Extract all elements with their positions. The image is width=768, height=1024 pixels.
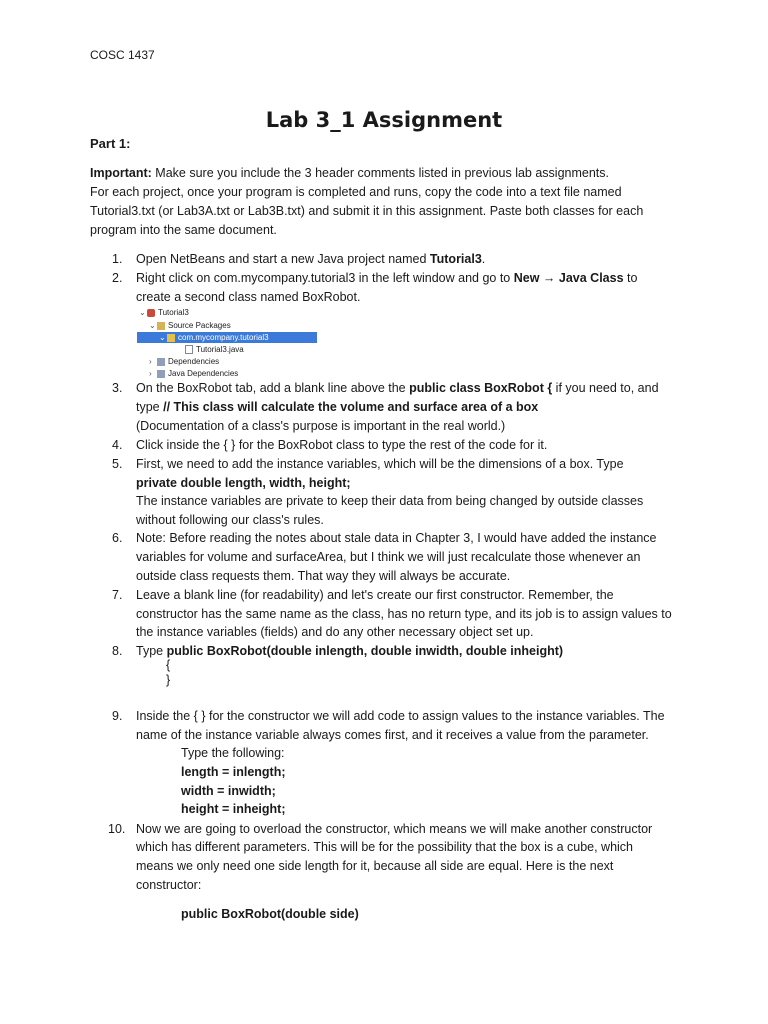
step-number: 3.	[112, 381, 123, 395]
brace-open: {	[166, 658, 171, 672]
folder-icon	[157, 322, 165, 330]
step-number: 6.	[112, 531, 123, 545]
page-title: Lab 3_1 Assignment	[265, 108, 503, 132]
step-2: Right click on com.mycompany.tutorial3 in the left window and go to New → Java Class to	[136, 271, 638, 285]
step-number: 7.	[112, 588, 123, 602]
step-5-line-3: The instance variables are private to keep their data from being changed by outside classes	[136, 494, 644, 508]
step-number: 4.	[112, 438, 123, 452]
step-number: 8.	[112, 644, 123, 658]
step-9: Inside the { } for the constructor we will add code to assign values to the instance variables. The	[136, 709, 665, 723]
step-number: 9.	[112, 709, 123, 723]
project-tree-screenshot	[137, 307, 319, 377]
tree-item-selected: ⌄ com.mycompany.tutorial3	[137, 332, 317, 343]
step-1: Open NetBeans and start a new Java project named Tutorial3.	[136, 252, 486, 266]
step-6: outside class requests them. That way they will always be accurate.	[136, 569, 511, 583]
code-line: width = inwidth;	[181, 784, 276, 798]
step-10: which has different parameters. This will be for the possibility that the box is a cube, which	[136, 840, 634, 854]
step-7: constructor has the same name as the class, has no return type, and its job is to assign values to	[136, 607, 672, 621]
project-icon	[147, 309, 155, 317]
package-icon	[167, 334, 175, 342]
tree-item: ⌄ Source Packages	[149, 321, 231, 330]
step-10: Now we are going to overload the constructor, which means we will make another constructor	[136, 822, 653, 836]
tree-item: ⌄ Tutorial3	[139, 308, 189, 317]
tree-item: › Java Dependencies	[149, 369, 239, 378]
step-3-line-2: type // This class will calculate the volume and surface area of a box	[136, 400, 539, 414]
course-code: COSC 1437	[90, 48, 155, 62]
step-5-code: private double length, width, height;	[136, 476, 351, 490]
step-7: the instance variables (fields) and do any other necessary object set up.	[136, 625, 534, 639]
step-number: 2.	[112, 271, 123, 285]
important-note: Important: Make sure you include the 3 header comments listed in previous lab assignments.	[90, 166, 609, 180]
code-line: height = inheight;	[181, 802, 286, 816]
step-number: 5.	[112, 457, 123, 471]
step-number: 10.	[108, 822, 126, 836]
code-line: public BoxRobot(double side)	[181, 907, 359, 921]
folder-icon	[157, 370, 165, 378]
brace-close: }	[166, 673, 171, 687]
step-10: constructor:	[136, 878, 202, 892]
step-7: Leave a blank line (for readability) and let's create our first constructor. Remember, the	[136, 588, 614, 602]
code-line: length = inlength;	[181, 765, 286, 779]
intro-line: Tutorial3.txt (or Lab3A.txt or Lab3B.txt) and submit it in this assignment. Paste both classes for each	[90, 204, 644, 218]
step-3: On the BoxRobot tab, add a blank line above the public class BoxRobot { if you need to, and	[136, 381, 659, 395]
step-3-line-3: (Documentation of a class's purpose is important in the real world.)	[136, 419, 506, 433]
step-5: First, we need to add the instance variables, which will be the dimensions of a box. Type	[136, 457, 624, 471]
step-2-line-2: create a second class named BoxRobot.	[136, 290, 361, 304]
step-number: 1.	[112, 252, 123, 266]
step-8: Type public BoxRobot(double inlength, double inwidth, double inheight)	[136, 644, 564, 658]
java-file-icon	[185, 345, 193, 354]
step-9: name of the instance variable always comes first, and it receives a value from the parameter.	[136, 728, 649, 742]
step-6: Note: Before reading the notes about stale data in Chapter 3, I would have added the instance	[136, 531, 657, 545]
folder-icon	[157, 358, 165, 366]
part-heading: Part 1:	[90, 136, 131, 151]
step-10: means we only need one side length for it, because all side are equal. Here is the next	[136, 859, 614, 873]
tree-item: Tutorial3.java	[185, 344, 244, 355]
intro-line: program into the same document.	[90, 223, 277, 237]
step-6: variables for volume and surfaceArea, but I think we will just recalculate those whenever an	[136, 550, 641, 564]
type-following: Type the following:	[181, 746, 285, 760]
step-4: Click inside the { } for the BoxRobot class to type the rest of the code for it.	[136, 438, 548, 452]
intro-line: For each project, once your program is completed and runs, copy the code into a text file named	[90, 185, 622, 199]
tree-item: › Dependencies	[149, 357, 220, 366]
step-5-line-4: without following our class's rules.	[136, 513, 324, 527]
